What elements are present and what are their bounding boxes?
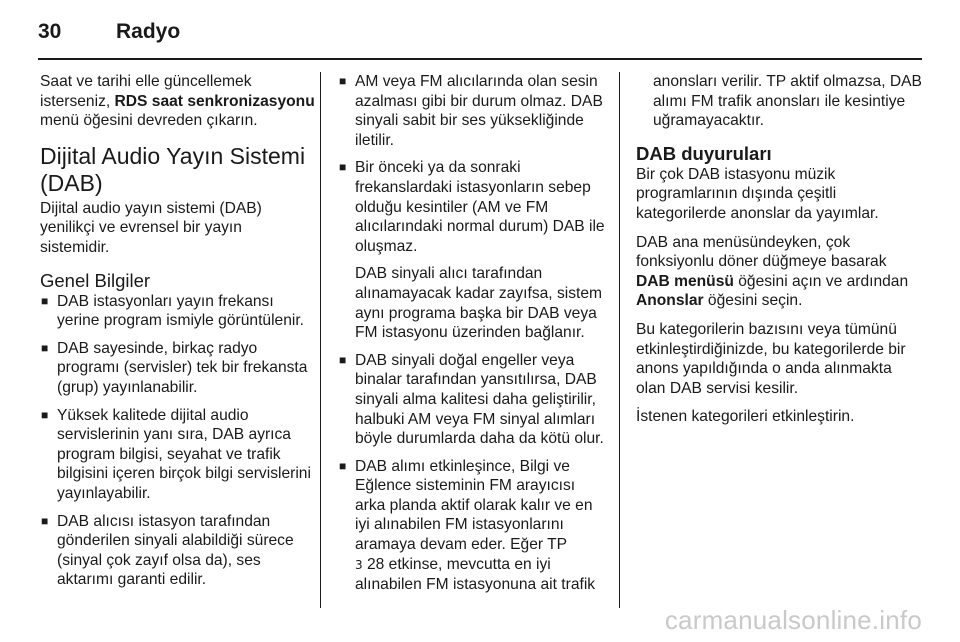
dab-description: Dijital audio yayın sistemi (DAB) yenilikçi ve evrensel bir yayın sistemidir. [40, 199, 262, 256]
column-middle [338, 72, 606, 603]
instruction-text: DAB ana menüsündeyken, çok fonksiyonlu döner düğmeye basarak [636, 233, 887, 271]
general-info-list [40, 292, 315, 590]
list-item [338, 351, 606, 449]
list-item-text: DAB alımı etkinleşince, Bilgi ve Eğlence sisteminin FM arayıcısı arka planda aktif olarak kalır ve en iyi alınabilen FM istasyonlarını aramaya devam eder. Eğer TP [355, 457, 593, 554]
instruction-text-end: öğesini seçin. [703, 292, 803, 310]
list-item [40, 406, 315, 504]
announcements-term: Anonslar [636, 292, 704, 310]
page-reference-arrow-icon[interactable]: 3 [355, 557, 363, 572]
column-divider [320, 72, 321, 608]
bullet-icon: ■ [339, 160, 347, 175]
list-item-text: DAB sayesinde, birkaç radyo programı (servisler) tek bir frekansta (grup) yayınlanabilir. [57, 339, 308, 396]
intro-text: Saat ve tarihi elle güncellemek isterseniz, [40, 73, 252, 110]
bullet-icon: ■ [41, 513, 49, 528]
dab-heading: Dijital Audio Yayın Sistemi (DAB) [40, 142, 306, 196]
column-divider [619, 72, 620, 608]
rds-clock-sync-term: RDS saat senkronizasyonu [114, 92, 315, 110]
section-title: Radyo [116, 20, 181, 43]
intro-text-end: menü öğesini devreden çıkarın. [40, 112, 258, 130]
page-number: 30 [38, 20, 62, 43]
bullet-icon: ■ [339, 74, 347, 88]
bullet-icon: ■ [339, 352, 347, 367]
list-item [40, 339, 315, 398]
intro-paragraph [40, 72, 315, 131]
continued-text: anonsları verilir. TP aktif olmazsa, DAB alımı FM trafik anonsları ile kesintiye uğramayacaktır. [653, 73, 922, 130]
list-item [338, 158, 606, 342]
features-list [338, 72, 606, 595]
list-item [338, 457, 606, 595]
bullet-icon: ■ [41, 407, 49, 422]
announcements-instructions [636, 233, 922, 311]
list-item [338, 72, 606, 150]
column-right [636, 72, 922, 436]
header-rule [38, 58, 922, 60]
list-item-text: DAB alıcısı istasyon tarafından gönderilen sinyali alabildiği sürece (sinyal çok zayıf olsa da), ses aktarımı garanti edilir. [57, 512, 294, 589]
announcements-paragraph: Bir çok DAB istasyonu müzik programlarının dışında çeşitli kategorilerde anonslar da yayımlar. [636, 165, 879, 222]
list-item [40, 512, 315, 590]
watermark: carmanualsonline.info [664, 605, 922, 635]
list-item-text: Yüksek kalitede dijital audio servislerinin yanı sıra, DAB ayrıca program bilgisi, seyahat ve trafik bilgisini içeren birçok bilgi servislerini yayınlayabilir. [57, 406, 311, 502]
list-item-text: DAB istasyonları yayın frekansı yerine program ismiyle görüntülenir. [57, 292, 305, 330]
column-left [40, 72, 315, 598]
page-header [38, 20, 180, 44]
list-item-text: DAB sinyali doğal engeller veya binalar tarafından yansıtılırsa, DAB sinyali alma kalitesi daha geliştirilir, halbuki AM veya FM sinyal alımları böyle durumlarda daha da kötü olur. [355, 351, 604, 448]
list-item-note: DAB sinyali alıcı tarafından alınamayacak kadar zayıfsa, sistem aynı programa başka bir DAB veya FM istasyonu üzerinden bağlanır. [355, 265, 603, 342]
dab-announcements-heading: DAB duyuruları [636, 142, 772, 164]
list-item [40, 292, 315, 331]
bullet-icon: ■ [41, 340, 49, 355]
list-item-text: AM veya FM alıcılarında olan sesin azalması gibi bir durum olmaz. DAB sinyali sabit bir ses yüksekliğinde iletilir. [355, 73, 603, 149]
dab-menu-term: DAB menüsü [636, 272, 734, 290]
categories-paragraph: Bu kategorilerin bazısını veya tümünü etkinleştirdiğinizde, bu kategorilerde bir anons yapıldığında o anda alınmakta olan DAB servisi kesilir. [636, 320, 906, 397]
general-info-heading: Genel Bilgiler [40, 269, 151, 291]
list-item-text-end: 28 etkinse, mevcutta en iyi alınabilen FM istasyonuna ait trafik [355, 555, 596, 594]
bullet-icon: ■ [41, 293, 49, 308]
bullet-icon: ■ [339, 458, 347, 473]
list-item-text: Bir önceki ya da sonraki frekanslardaki istasyonların sebep olduğu kesintiler (AM ve FM alıcılarındaki normal durum) DAB ile oluşmaz. [355, 159, 605, 255]
instruction-text-mid: öğesini açın ve ardından [733, 272, 909, 290]
enable-categories-paragraph: İstenen kategorileri etkinleştirin. [636, 408, 855, 426]
